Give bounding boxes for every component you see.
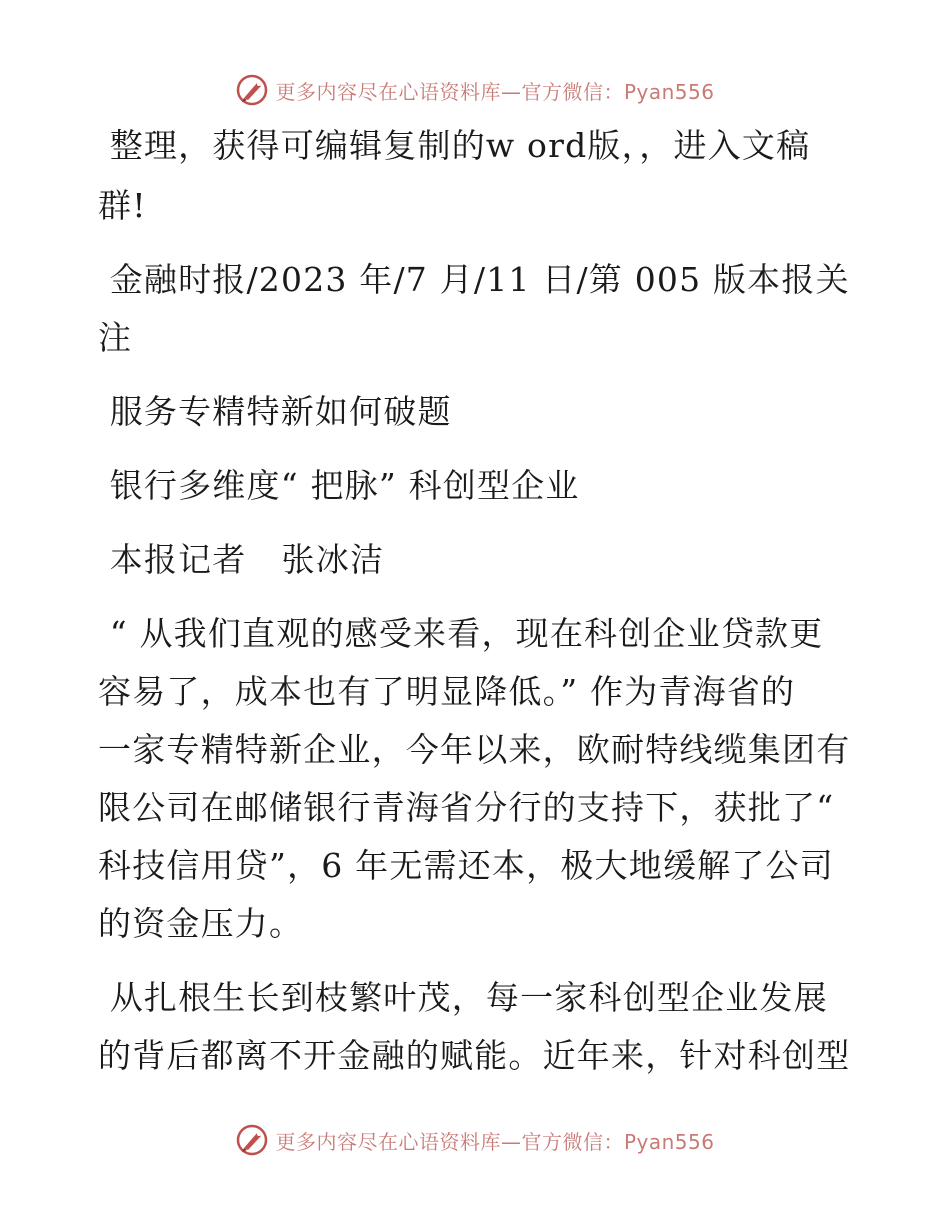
body-line-4: 注 [98,318,133,357]
header-watermark-text: 更多内容尽在心语资料库—官方微信：Pyan556 [275,79,715,104]
footer-watermark-text: 更多内容尽在心语资料库—官方微信：Pyan556 [275,1129,715,1154]
article-byline: 本报记者 张冰洁 [98,540,385,579]
pen-logo-icon [235,73,269,107]
body-line-11: 限公司在邮储银行青海省分行的支持下，获批了“ [98,788,835,827]
pen-logo-icon [235,1123,269,1157]
footer-watermark-banner [0,1120,950,1160]
header-watermark-banner [0,70,950,110]
body-line-12: 科技信用贷”，6 年无需还本，极大地缓解了公司 [98,846,834,885]
body-line-14: 从扎根生长到枝繁叶茂，每一家科创型企业发展 [98,978,828,1017]
article-title: 服务专精特新如何破题 [98,392,452,431]
body-line-2: 群! [98,186,147,225]
body-line-13: 的资金压力。 [98,904,304,943]
body-line-8: “ 从我们直观的感受来看，现在科创企业贷款更 [98,614,824,653]
body-line-3: 金融时报/2023 年/7 月/11 日/第 005 版本报关 [98,260,850,299]
body-line-15: 的背后都离不开金融的赋能。近年来，针对科创型 [98,1036,851,1075]
body-line-10: 一家专精特新企业，今年以来，欧耐特线缆集团有 [98,730,851,769]
body-line-9: 容易了，成本也有了明显降低。” 作为青海省的 [98,672,796,711]
body-line-1: 整理，获得可编辑复制的w ord版，，进入文稿 [98,126,811,165]
article-subtitle: 银行多维度“ 把脉” 科创型企业 [98,466,580,505]
